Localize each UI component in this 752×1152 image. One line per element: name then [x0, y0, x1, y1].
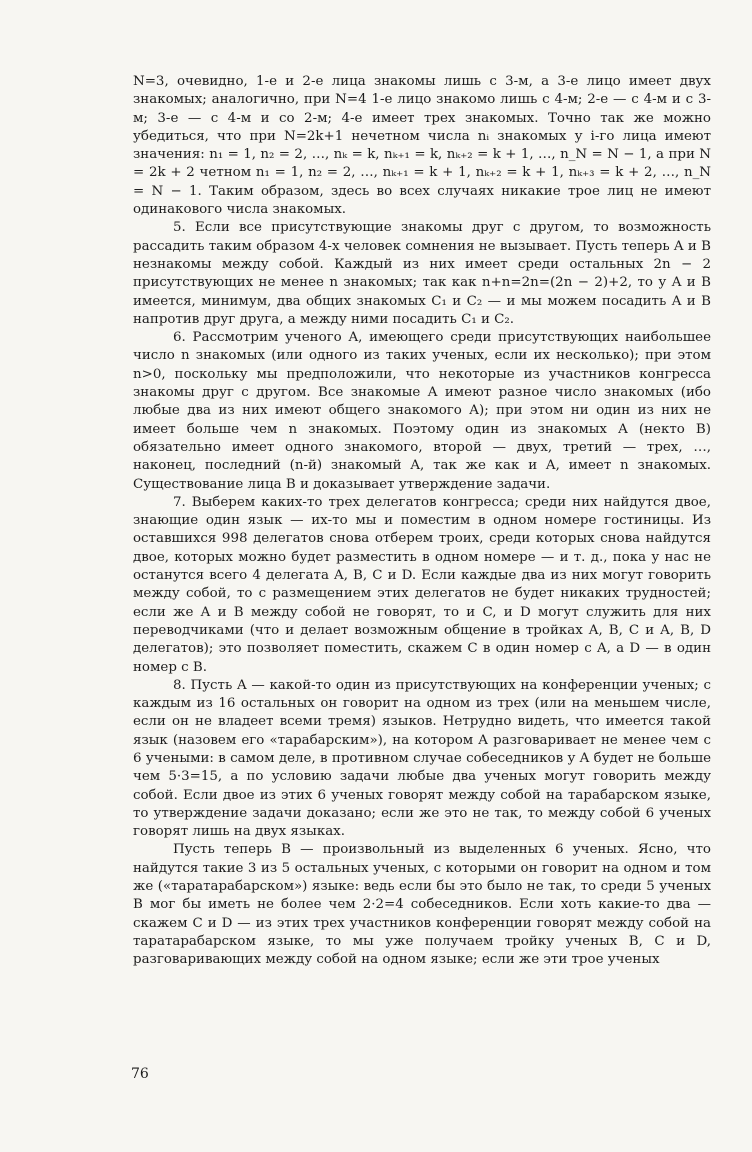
paragraph-continuation: N=3, очевидно, 1-е и 2-е лица знакомы лишь с 3-м, а 3-е лицо имеет двух знакомых; аналогично, при N=4 1-е лицо знакомо лишь с 4-м; 2-е — с 4-м и с 3-м; 3-е — с 4-м и со 2-м; 4-е имеет трех знакомых. Точно так же можно убедиться, что при N=2k+1 нечетном числа nᵢ знакомых у i-го лица имеют значения: n₁ = 1, n₂ = 2, …, nₖ = k, nₖ₊₁ = k, nₖ₊₂ = k + 1, …, n_N = N − 1, а при N = 2k + 2 четном n₁ = 1, n₂ = 2, …, nₖ₊₁ = k + 1, nₖ₊₂ = k + 1, nₖ₊₃ = k + 2, …, n_N = N − 1. Таким образом, здесь во всех случаях никакие трое лиц не имеют одинакового числа знакомых. [133, 74, 711, 218]
page-body [133, 73, 711, 970]
paragraph-problem-8: 8. Пусть A — какой-то один из присутствующих на конференции ученых; с каждым из 16 остальных он говорит на одном из трех (или на меньшем числе, если он не владеет всеми тремя) языков. Нетрудно видеть, что имеется такой язык (назовем его «тарабарским»), на котором A разговаривает не менее чем с 6 учеными: в самом деле, в противном случае собеседников у A будет не больше чем 5·3=15, а по условию задачи любые два ученых могут говорить между собой. Если двое из этих 6 ученых говорят между собой на тарабарском языке, то утверждение задачи доказано; если же это не так, то между собой 6 ученых говорят лишь на двух языках. [133, 677, 711, 840]
paragraph-problem-7: 7. Выберем каких-то трех делегатов конгресса; среди них найдутся двое, знающие один язык — их-то мы и поместим в одном номере гостиницы. Из оставшихся 998 делегатов снова отберем троих, среди которых снова найдутся двое, которых можно будет разместить в одном номере — и т. д., пока у нас не останутся всего 4 делегата A, B, C и D. Если каждые два из них могут говорить между собой, то с размещением этих делегатов не будет никаких трудностей; если же A и B между собой не говорят, то и C, и D могут служить для них переводчиками (что и делает возможным общение в тройках A, B, C и A, B, D делегатов); это позволяет поместить, скажем C в один номер с A, а D — в один номер с B. [133, 494, 711, 675]
paragraph-problem-8-continued: Пусть теперь B — произвольный из выделенных 6 ученых. Ясно, что найдутся такие 3 из 5 остальных ученых, с которыми он говорит на одном и том же («таратарабарском») языке: ведь если бы это было не так, то среди 5 ученых B мог бы иметь не более чем 2·2=4 собеседников. Если хоть какие-то два — скажем C и D — из этих трех участников конференции говорят между собой на таратарабарском языке, то мы уже получаем тройку ученых B, C и D, разговаривающих между собой на одном языке; если же эти трое ученых [133, 842, 711, 968]
page-number: 76 [131, 1066, 149, 1082]
paragraph-problem-5: 5. Если все присутствующие знакомы друг с другом, то возможность рассадить таким образом 4-х человек сомнения не вызывает. Пусть теперь A и B незнакомы между собой. Каждый из них имеет среди остальных 2n − 2 присутствующих не менее n знакомых; так как n+n=2n=(2n − 2)+2, то у A и B имеется, минимум, два общих знакомых C₁ и C₂ — и мы можем посадить A и B напротив друг друга, а между ними посадить C₁ и C₂. [133, 220, 711, 327]
paragraph-problem-6: 6. Рассмотрим ученого A, имеющего среди присутствующих наибольшее число n знакомых (или одного из таких ученых, если их несколько); при этом n>0, поскольку мы предположили, что некоторые из участников конгресса знакомы друг с другом. Все знакомые A имеют разное число знакомых (ибо любые два из них имеют общего знакомого A); при этом ни один из них не имеет больше чем n знакомых. Поэтому один из знакомых A (некто B) обязательно имеет одного знакомого, второй — двух, третий — трех, …, наконец, последний (n-й) знакомый A, так же как и A, имеет n знакомых. Существование лица B и доказывает утверждение задачи. [133, 330, 711, 492]
